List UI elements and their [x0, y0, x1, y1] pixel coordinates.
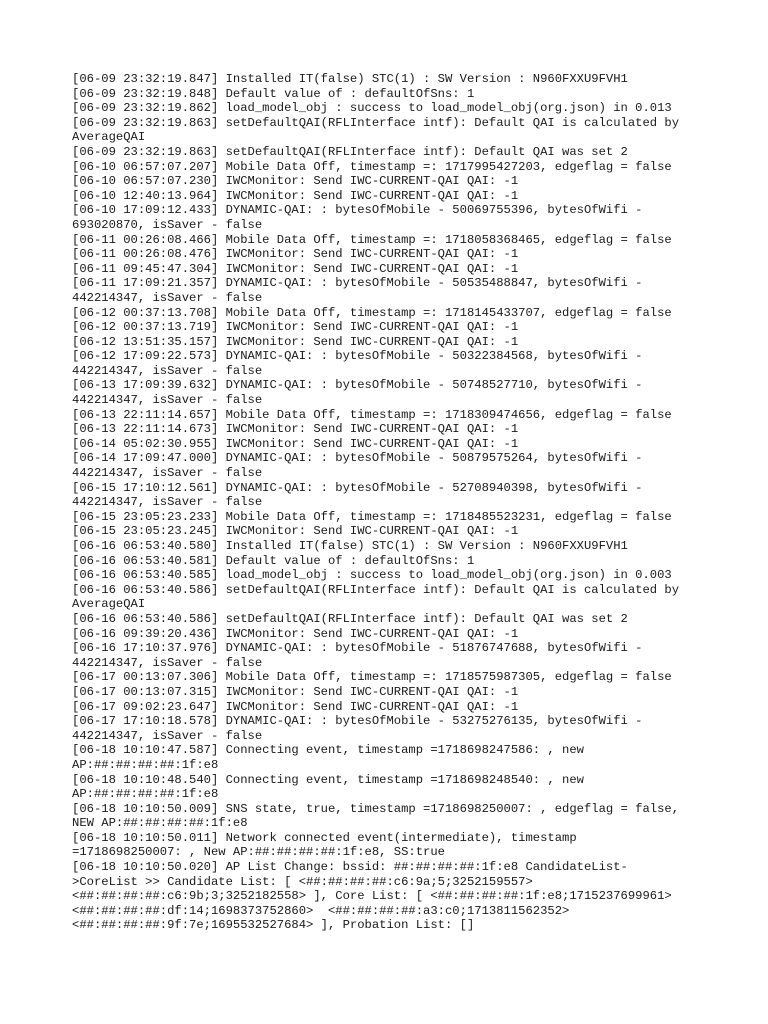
log-line: [06-11 00:26:08.476] IWCMonitor: Send IWC-CURRENT-QAI QAI: -1	[72, 247, 519, 262]
log-line: [06-11 09:45:47.304] IWCMonitor: Send IWC-CURRENT-QAI QAI: -1	[72, 261, 519, 276]
log-line: [06-12 00:37:13.708] Mobile Data Off, timestamp =: 1718145433707, edgeflag = false	[72, 305, 672, 320]
log-line: [06-12 17:09:22.573] DYNAMIC-QAI: : bytesOfMobile - 50322384568, bytesOfWifi -	[72, 349, 643, 364]
log-line: [06-12 13:51:35.157] IWCMonitor: Send IWC-CURRENT-QAI QAI: -1	[72, 334, 519, 349]
log-line: [06-17 17:10:18.578] DYNAMIC-QAI: : bytesOfMobile - 53275276135, bytesOfWifi -	[72, 714, 643, 729]
log-text	[72, 72, 700, 933]
log-line: [06-18 10:10:50.009] SNS state, true, timestamp =1718698250007: , edgeflag = false,	[72, 801, 680, 816]
log-line: [06-14 05:02:30.955] IWCMonitor: Send IWC-CURRENT-QAI QAI: -1	[72, 436, 519, 451]
log-line: =1718698250007: , New AP:##:##:##:##:1f:e8, SS:true	[72, 845, 445, 860]
log-line: 442214347, isSaver - false	[72, 655, 263, 670]
log-line: >CoreList >> Candidate List: [ <##:##:##:##:c6:9a;5;3252159557>	[72, 874, 533, 889]
log-line: [06-11 00:26:08.466] Mobile Data Off, timestamp =: 1718058368465, edgeflag = false	[72, 232, 672, 247]
log-line: [06-09 23:32:19.863] setDefaultQAI(RFLInterface intf): Default QAI was set 2	[72, 144, 628, 159]
log-line: [06-17 00:13:07.306] Mobile Data Off, timestamp =: 1718575987305, edgeflag = false	[72, 670, 672, 685]
log-line: [06-16 06:53:40.585] load_model_obj : success to load_model_obj(org.json) in 0.003	[72, 568, 672, 583]
log-line: AverageQAI	[72, 130, 146, 145]
log-line: [06-15 23:05:23.245] IWCMonitor: Send IWC-CURRENT-QAI QAI: -1	[72, 524, 519, 539]
log-line: [06-13 22:11:14.657] Mobile Data Off, timestamp =: 1718309474656, edgeflag = false	[72, 407, 672, 422]
log-line: [06-18 10:10:50.020] AP List Change: bssid: ##:##:##:##:1f:e8 CandidateList-	[72, 860, 628, 875]
log-line: [06-10 12:40:13.964] IWCMonitor: Send IWC-CURRENT-QAI QAI: -1	[72, 188, 519, 203]
log-line: [06-16 06:53:40.580] Installed IT(false) STC(1) : SW Version : N960FXXU9FVH1	[72, 539, 628, 553]
log-line: [06-17 09:02:23.647] IWCMonitor: Send IWC-CURRENT-QAI QAI: -1	[72, 699, 519, 714]
log-line: [06-09 23:32:19.862] load_model_obj : success to load_model_obj(org.json) in 0.013	[72, 101, 672, 116]
log-line: 442214347, isSaver - false	[72, 466, 263, 481]
log-line: 442214347, isSaver - false	[72, 728, 263, 743]
log-line: [06-14 17:09:47.000] DYNAMIC-QAI: : bytesOfMobile - 50879575264, bytesOfWifi -	[72, 451, 643, 466]
log-line: 442214347, isSaver - false	[72, 290, 263, 305]
log-line: 693020870, isSaver - false	[72, 217, 263, 232]
log-line: [06-13 17:09:39.632] DYNAMIC-QAI: : bytesOfMobile - 50748527710, bytesOfWifi -	[72, 378, 643, 393]
log-line: AP:##:##:##:##:1f:e8	[72, 757, 219, 772]
log-line: [06-16 06:53:40.581] Default value of : defaultOfSns: 1	[72, 553, 475, 568]
log-line: [06-16 06:53:40.586] setDefaultQAI(RFLInterface intf): Default QAI was set 2	[72, 611, 628, 626]
log-line: [06-12 00:37:13.719] IWCMonitor: Send IWC-CURRENT-QAI QAI: -1	[72, 320, 519, 335]
log-line: 442214347, isSaver - false	[72, 363, 263, 378]
log-line: [06-09 23:32:19.863] setDefaultQAI(RFLInterface intf): Default QAI is calculated by	[72, 115, 680, 130]
log-line: [06-16 09:39:20.436] IWCMonitor: Send IWC-CURRENT-QAI QAI: -1	[72, 626, 519, 641]
log-line: [06-15 17:10:12.561] DYNAMIC-QAI: : bytesOfMobile - 52708940398, bytesOfWifi -	[72, 480, 643, 495]
log-line: AverageQAI	[72, 597, 146, 612]
log-line: <##:##:##:##:df:14;1698373752860> <##:##:##:##:a3:c0;1713811562352>	[72, 903, 570, 918]
log-line: [06-09 23:32:19.848] Default value of : defaultOfSns: 1	[72, 86, 475, 101]
log-line: [06-17 00:13:07.315] IWCMonitor: Send IWC-CURRENT-QAI QAI: -1	[72, 684, 519, 699]
log-line: [06-18 10:10:48.540] Connecting event, timestamp =1718698248540: , new	[72, 772, 584, 787]
log-line: <##:##:##:##:9f:7e;1695532527684> ], Probation List: []	[72, 918, 475, 933]
log-line: [06-16 17:10:37.976] DYNAMIC-QAI: : bytesOfMobile - 51876747688, bytesOfWifi -	[72, 641, 643, 656]
log-line: [06-10 06:57:07.230] IWCMonitor: Send IWC-CURRENT-QAI QAI: -1	[72, 174, 519, 189]
log-line: [06-18 10:10:50.011] Network connected event(intermediate), timestamp	[72, 830, 577, 845]
log-line: [06-16 06:53:40.586] setDefaultQAI(RFLInterface intf): Default QAI is calculated by	[72, 582, 680, 597]
log-line: [06-13 22:11:14.673] IWCMonitor: Send IWC-CURRENT-QAI QAI: -1	[72, 422, 519, 437]
log-line: [06-09 23:32:19.847] Installed IT(false) STC(1) : SW Version : N960FXXU9FVH1	[72, 72, 628, 86]
log-line: <##:##:##:##:c6:9b;3;3252182558> ], Core List: [ <##:##:##:##:1f:e8;1715237699961>	[72, 889, 672, 904]
log-line: NEW AP:##:##:##:##:1f:e8	[72, 816, 248, 831]
log-line: 442214347, isSaver - false	[72, 495, 263, 510]
log-line: [06-18 10:10:47.587] Connecting event, timestamp =1718698247586: , new	[72, 743, 584, 758]
log-line: [06-10 17:09:12.433] DYNAMIC-QAI: : bytesOfMobile - 50069755396, bytesOfWifi -	[72, 203, 643, 218]
log-line: [06-15 23:05:23.233] Mobile Data Off, timestamp =: 1718485523231, edgeflag = false	[72, 509, 672, 524]
log-line: 442214347, isSaver - false	[72, 393, 263, 408]
log-line: [06-11 17:09:21.357] DYNAMIC-QAI: : bytesOfMobile - 50535488847, bytesOfWifi -	[72, 276, 643, 291]
log-line: [06-10 06:57:07.207] Mobile Data Off, timestamp =: 1717995427203, edgeflag = false	[72, 159, 672, 174]
log-line: AP:##:##:##:##:1f:e8	[72, 787, 219, 802]
